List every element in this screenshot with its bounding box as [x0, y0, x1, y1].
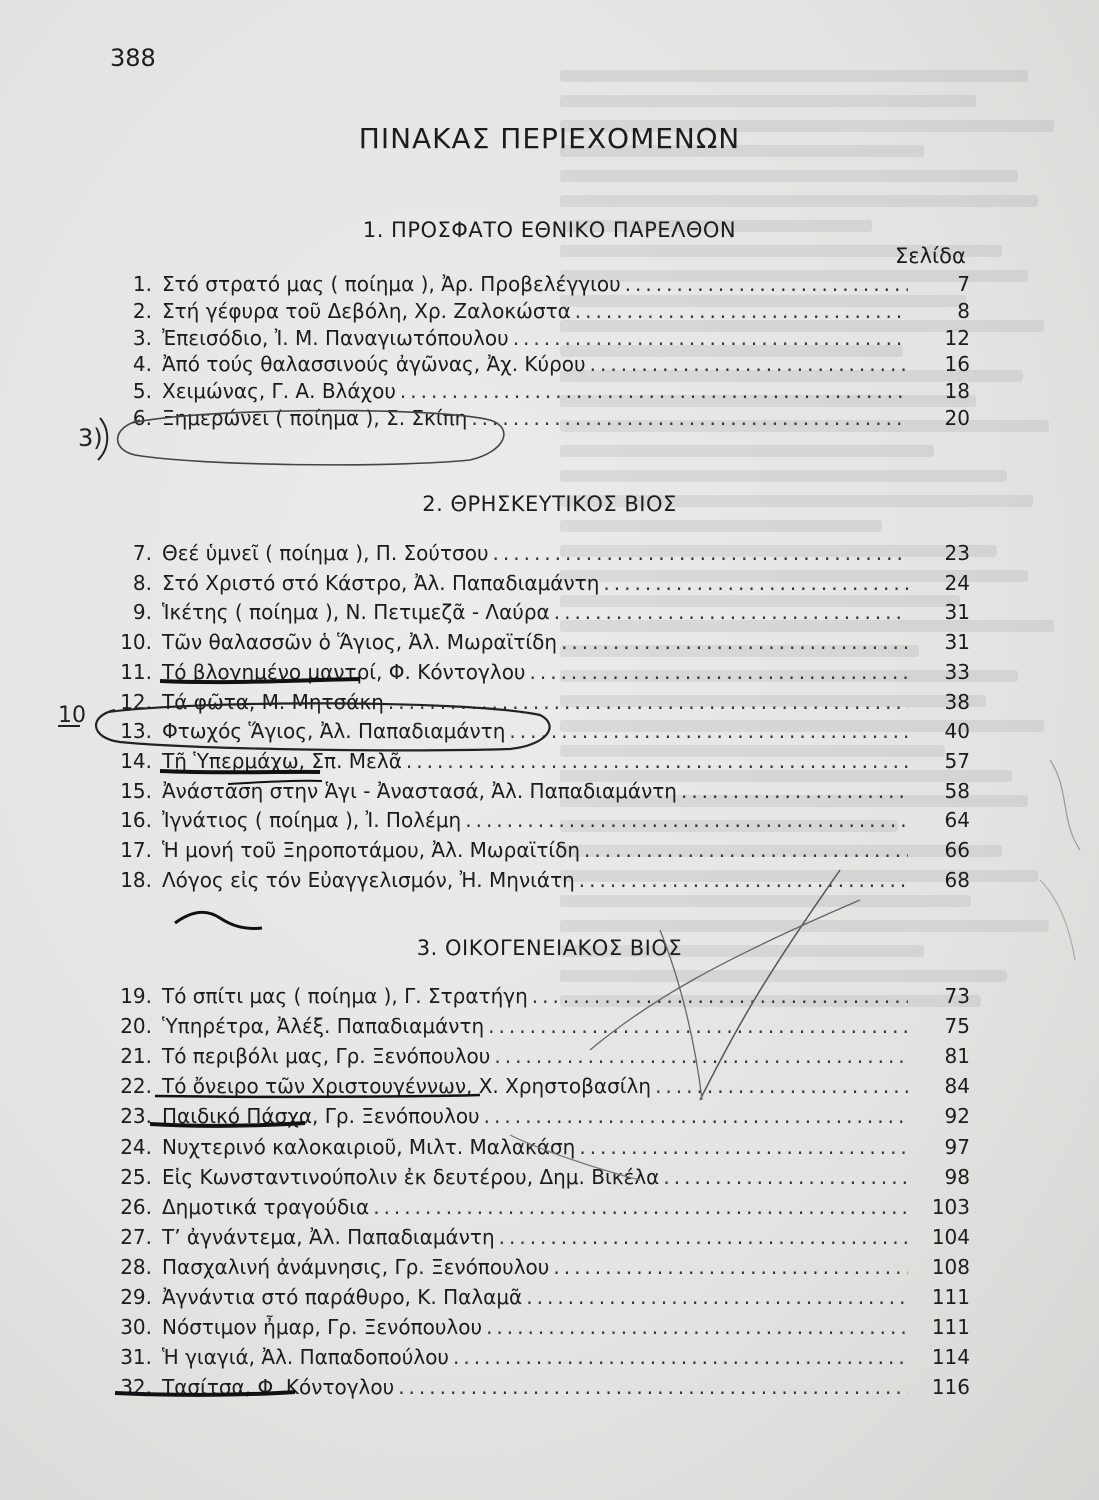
- toc-entry-page: 40: [944, 719, 970, 744]
- toc-entry-title: Τό σπίτι μας ( ποίημα ), Γ. Στρατήγη: [162, 984, 528, 1008]
- toc-entry-page: 66: [944, 838, 970, 862]
- toc-entry-title: Ὑπηρέτρα, Ἀλέξ. Παπαδιαμάντη: [162, 1014, 485, 1039]
- toc-entry-title: Νόστιμον ἦμαρ, Γρ. Ξενόπουλου: [162, 1315, 483, 1340]
- handwritten-note-3: 3): [78, 424, 103, 452]
- toc-entry-page: 98: [944, 1164, 970, 1189]
- toc-entry-number: 30.: [120, 1315, 152, 1340]
- underline-entry-32: [115, 1392, 295, 1395]
- toc-entry-title: Ἡ γιαγιά, Ἀλ. Παπαδοπούλου: [162, 1345, 450, 1370]
- toc-entry-title: Ἐπεισόδιο, Ἰ. Μ. Παναγιωτόπουλου: [162, 325, 509, 350]
- toc-entry-page: 111: [931, 1315, 970, 1340]
- toc-entry-page: 7: [957, 272, 970, 296]
- toc-entry-page: 73: [944, 984, 970, 1008]
- toc-entry-page: 81: [944, 1044, 970, 1069]
- toc-entry-title: Τ’ ἀγνάντεμα, Ἀλ. Παπαδιαμάντη: [162, 1224, 495, 1249]
- toc-entry-page: 116: [931, 1375, 970, 1400]
- page-number: 388: [110, 44, 156, 72]
- toc-entry-number: 25.: [120, 1164, 152, 1189]
- toc-entry-title: Στή γέφυρα τοῦ Δεβόλη, Χρ. Ζαλοκώστα: [162, 298, 571, 323]
- toc-entry-title: Φτωχός Ἅγιος, Ἀλ. Παπαδιαμάντη: [162, 719, 506, 744]
- toc-entry-number: 12.: [120, 689, 152, 714]
- toc-entry-page: 68: [944, 867, 970, 892]
- toc-entry-number: 7.: [132, 541, 152, 565]
- pencil-check-mark: [700, 870, 840, 1100]
- toc-entry-title: Στό Χριστό στό Κάστρο, Ἀλ. Παπαδιαμάντη: [162, 570, 600, 595]
- toc-entry-number: 14.: [120, 748, 152, 773]
- toc-entry-number: 3.: [132, 325, 152, 350]
- toc-entry-number: 9.: [132, 600, 152, 625]
- toc-entry-title: Τό περιβόλι μας, Γρ. Ξενόπουλου: [162, 1044, 491, 1069]
- pencil-stroke-2: [660, 930, 702, 1100]
- toc-entry-page: 8: [957, 298, 970, 323]
- toc-entry-number: 22.: [120, 1074, 152, 1099]
- page-title: ΠΙΝΑΚΑΣ ΠΕΡΙΕΧΟΜΕΝΩΝ: [358, 122, 741, 155]
- toc-entry-title: Ἀνάσταση στην Ἁγι - Ἀναστασά, Ἀλ. Παπαδιαμάντη: [162, 778, 677, 803]
- toc-entry-number: 11.: [120, 659, 152, 684]
- toc-entry-number: 23.: [120, 1104, 152, 1129]
- toc-entry-title: Εἰς Κωνσταντινούπολιν ἐκ δευτέρου, Δημ. Βικέλα: [162, 1164, 660, 1189]
- toc-entry-title: Τό ὄνειρο τῶν Χριστουγέννων, Χ. Χρηστοβασίλη: [162, 1074, 652, 1099]
- toc-entry-number: 15.: [120, 778, 152, 803]
- toc-entry-page: 92: [944, 1104, 970, 1129]
- toc-entry-number: 20.: [120, 1014, 152, 1039]
- underline-entry-11: [160, 679, 360, 682]
- toc-entry-title: Τασίτσα, Φ. Κόντογλου: [162, 1375, 395, 1400]
- underline-entry-23: [150, 1123, 305, 1126]
- toc-entry-page: 64: [944, 808, 970, 833]
- toc-entry-page: 31: [944, 600, 970, 625]
- toc-entry-title: Στό στρατό μας ( ποίημα ), Ἀρ. Προβελέγγιου: [162, 272, 621, 296]
- toc-entry-title: Τῇ Ὑπερμάχῳ, Σπ. Μελᾶ: [162, 748, 402, 773]
- toc-entry-title: Παιδικό Πάσχα, Γρ. Ξενόπουλου: [162, 1104, 480, 1129]
- section-heading-2: 2. ΘΡΗΣΚΕΥΤΙΚΟΣ ΒΙΟΣ: [422, 492, 677, 516]
- toc-entry-number: 24.: [120, 1134, 152, 1159]
- toc-entry-number: 2.: [132, 298, 152, 323]
- toc-entry-title: Ἰγνάτιος ( ποίημα ), Ἰ. Πολέμη: [162, 808, 462, 833]
- toc-entry-page: 18: [944, 379, 970, 404]
- toc-entry-number: 32.: [120, 1375, 152, 1400]
- toc-entry-number: 10.: [120, 630, 152, 655]
- toc-entry-number: 13.: [120, 719, 152, 744]
- toc-entry-page: 24: [944, 570, 970, 595]
- toc-entry-number: 1.: [132, 272, 152, 296]
- toc-entry-number: 21.: [120, 1044, 152, 1069]
- toc-entry-number: 27.: [120, 1224, 152, 1249]
- toc-entry-title: Τά φῶτα, Μ. Μητσάκη: [162, 689, 384, 714]
- toc-entry-page: 57: [944, 748, 970, 773]
- toc-entry-number: 16.: [120, 808, 152, 833]
- toc-entry-number: 28.: [120, 1254, 152, 1279]
- toc-entry-page: 23: [944, 541, 970, 565]
- toc-entry-page: 12: [944, 325, 970, 350]
- toc-entry-title: Λόγος εἰς τόν Εὐαγγελισμόν, Ἠ. Μηνιάτη: [162, 867, 575, 892]
- toc-entry-number: 4.: [132, 352, 152, 377]
- toc-entry-title: Ξημερώνει ( ποίημα ), Σ. Σκίπη: [162, 406, 468, 430]
- toc-entry-title: Θεέ ὑμνεῖ ( ποίημα ), Π. Σούτσου: [162, 541, 489, 565]
- toc-entry-number: 17.: [120, 838, 152, 862]
- tilde-mark: [175, 912, 262, 928]
- toc-entry-title: Χειμώνας, Γ. Α. Βλάχου: [162, 379, 396, 404]
- underline-entry-22: [155, 1095, 480, 1097]
- margin-scribble-2: [1040, 880, 1075, 960]
- toc-entry-page: 20: [944, 406, 970, 430]
- toc-entry-page: 103: [931, 1194, 970, 1219]
- toc-entry-title: Ἡ μονή τοῦ Ξηροποτάμου, Ἀλ. Μωραϊτίδη: [162, 838, 581, 862]
- toc-entry-number: 29.: [120, 1285, 152, 1309]
- pen-circle-entry-13: [96, 703, 550, 750]
- toc-entry-page: 33: [944, 659, 970, 684]
- toc-entry-title: Ἱκέτης ( ποίημα ), Ν. Πετιμεζᾶ - Λαύρα: [162, 600, 550, 625]
- toc-entry-number: 31.: [120, 1345, 152, 1370]
- toc-entry-number: 19.: [120, 984, 152, 1008]
- toc-entry-number: 8.: [132, 570, 152, 595]
- pencil-stroke-1: [590, 900, 860, 1050]
- underline-entry-15: [228, 781, 322, 784]
- toc-entry-number: 26.: [120, 1194, 152, 1219]
- toc-entry-page: 114: [931, 1345, 970, 1370]
- toc-entry-number: 18.: [120, 867, 152, 892]
- handwritten-note-10: 10: [58, 703, 86, 728]
- toc-entry-page: 108: [931, 1254, 970, 1279]
- toc-entry-page: 75: [944, 1014, 970, 1039]
- underline-entry-14: [160, 771, 320, 772]
- section-heading-3: 3. ΟΙΚΟΓΕΝΕΙΑΚΟΣ ΒΙΟΣ: [416, 936, 683, 960]
- toc-entry-page: 16: [944, 352, 970, 377]
- toc-entry-title: Τό βλογημένο μαντρί, Φ. Κόντογλου: [162, 659, 526, 684]
- page-column-label: Σελίδα: [895, 244, 966, 268]
- toc-entry-page: 31: [944, 630, 970, 655]
- toc-entry-page: 58: [944, 778, 970, 803]
- toc-entry-title: Πασχαλινή ἀνάμνησις, Γρ. Ξενόπουλου: [162, 1254, 550, 1279]
- toc-entry-title: Δημοτικά τραγούδια: [162, 1194, 370, 1219]
- toc-entry-page: 111: [931, 1285, 970, 1309]
- toc-entry-title: Τῶν θαλασσῶν ὁ Ἅγιος, Ἀλ. Μωραϊτίδη: [162, 630, 558, 655]
- toc-entry-title: Ἀπό τούς θαλασσινούς ἀγῶνας, Ἀχ. Κύρου: [162, 352, 586, 377]
- toc-entry-number: 5.: [132, 379, 152, 404]
- toc-entry-page: 104: [931, 1224, 970, 1249]
- toc-entry-title: Ἀγνάντια στό παράθυρο, Κ. Παλαμᾶ: [162, 1285, 523, 1309]
- section-heading-1: 1. ΠΡΟΣΦΑΤΟ ΕΘΝΙΚΟ ΠΑΡΕΛΘΟΝ: [362, 218, 737, 242]
- toc-entry-title: Νυχτερινό καλοκαιριοῦ, Μιλτ. Μαλακάση: [162, 1134, 576, 1159]
- margin-scribble: [1050, 760, 1080, 850]
- toc-entry-page: 97: [944, 1134, 970, 1159]
- toc-entry-page: 84: [944, 1074, 970, 1099]
- pencil-stroke-3: [510, 1135, 640, 1180]
- toc-entry-page: 38: [944, 689, 970, 714]
- toc-entry-number: 6.: [132, 406, 152, 430]
- pencil-circle-entry-6: [118, 411, 504, 465]
